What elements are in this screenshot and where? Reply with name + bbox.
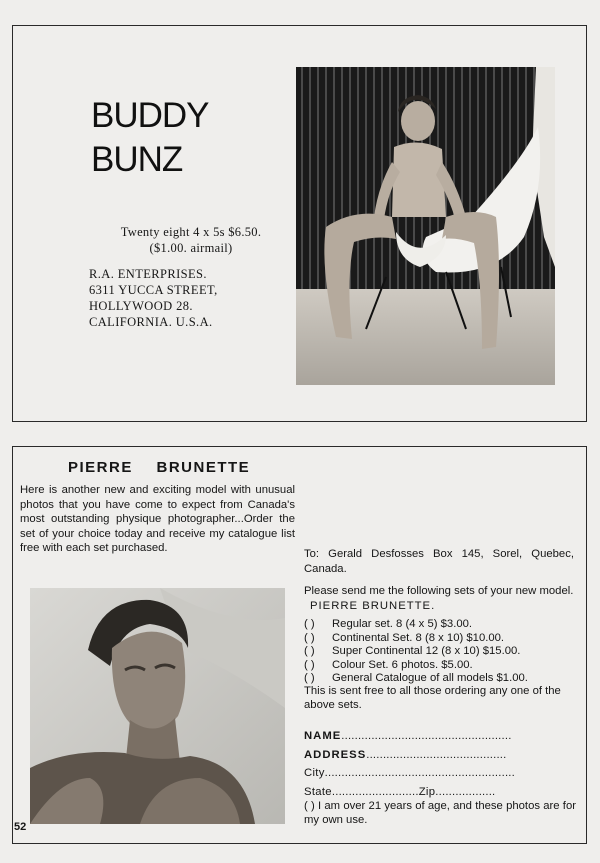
- state-label: State: [304, 785, 332, 798]
- option-checkbox[interactable]: ( ): [304, 672, 315, 685]
- bottom-ad-box: [12, 446, 587, 844]
- title-line-1: BUDDY: [91, 96, 209, 135]
- name-line[interactable]: ...................................................: [341, 730, 512, 742]
- option-regular-set[interactable]: [304, 618, 576, 632]
- model-portrait-photo: [30, 588, 285, 824]
- address-line[interactable]: ..........................................: [366, 748, 507, 761]
- option-super-continental[interactable]: [304, 645, 576, 659]
- option-label: Super Continental 12 (8 x 10) $15.00.: [332, 645, 521, 658]
- address-line: HOLLYWOOD 28.: [89, 299, 193, 313]
- zip-label: Zip: [418, 785, 436, 798]
- price-info: [91, 224, 291, 256]
- age-declaration[interactable]: ( ) I am over 21 years of age, and these photos are for my own use.: [304, 800, 576, 826]
- page-number: 52: [14, 821, 27, 833]
- name-label: NAME: [304, 730, 342, 742]
- title-line-2: BUNZ: [91, 140, 183, 179]
- order-form: [304, 727, 576, 801]
- request-text: [304, 584, 576, 614]
- model-photo-seated: [296, 67, 555, 385]
- address-field[interactable]: [304, 746, 576, 765]
- city-line[interactable]: .........................................................: [324, 767, 515, 779]
- address-label: ADDRESS: [304, 748, 367, 761]
- zip-line[interactable]: ..................: [435, 785, 496, 798]
- catalogue-free-note: This is sent free to all those ordering any one of the above sets.: [304, 685, 561, 711]
- option-colour-set[interactable]: [304, 659, 576, 673]
- top-ad-box: [12, 25, 587, 422]
- city-label: City: [304, 767, 325, 779]
- mailing-address: [89, 266, 218, 330]
- option-checkbox[interactable]: ( ): [304, 631, 315, 644]
- model-title: [91, 94, 209, 182]
- option-continental-set[interactable]: [304, 632, 576, 646]
- option-checkbox[interactable]: ( ): [304, 618, 315, 630]
- address-line: 6311 YUCCA STREET,: [89, 283, 218, 297]
- request-sentence: Please send me the following sets of your new model.: [304, 585, 574, 597]
- option-label: Regular set. 8 (4 x 5) $3.00.: [332, 618, 473, 630]
- model-heading: PIERRE BRUNETTE: [68, 459, 251, 476]
- order-options: [304, 618, 576, 686]
- city-field[interactable]: [304, 764, 576, 783]
- option-checkbox[interactable]: ( ): [304, 658, 315, 671]
- option-label: Continental Set. 8 (8 x 10) $10.00.: [332, 631, 505, 644]
- name-field[interactable]: [304, 727, 576, 746]
- address-line: R.A. ENTERPRISES.: [89, 267, 207, 281]
- price-line: Twenty eight 4 x 5s $6.50.: [120, 225, 262, 239]
- option-checkbox[interactable]: ( ): [304, 645, 315, 658]
- mailing-address-line: To: Gerald Desfosses Box 145, Sorel, Quebec, Canada.: [304, 548, 574, 575]
- intro-paragraph: Here is another new and exciting model with unusual photos that you have come to expect from Canada's most outstanding physique photographer...Order the set of your choice today and receive my catalogue list free with each set purchased.: [20, 484, 295, 555]
- state-line[interactable]: ..........................: [331, 785, 419, 798]
- option-label: General Catalogue of all models $1.00.: [332, 672, 528, 685]
- address-line: CALIFORNIA. U.S.A.: [89, 315, 213, 329]
- option-label: Colour Set. 6 photos. $5.00.: [332, 658, 473, 671]
- airmail-line: ($1.00. airmail): [149, 241, 233, 255]
- request-model-name: PIERRE BRUNETTE.: [310, 600, 436, 612]
